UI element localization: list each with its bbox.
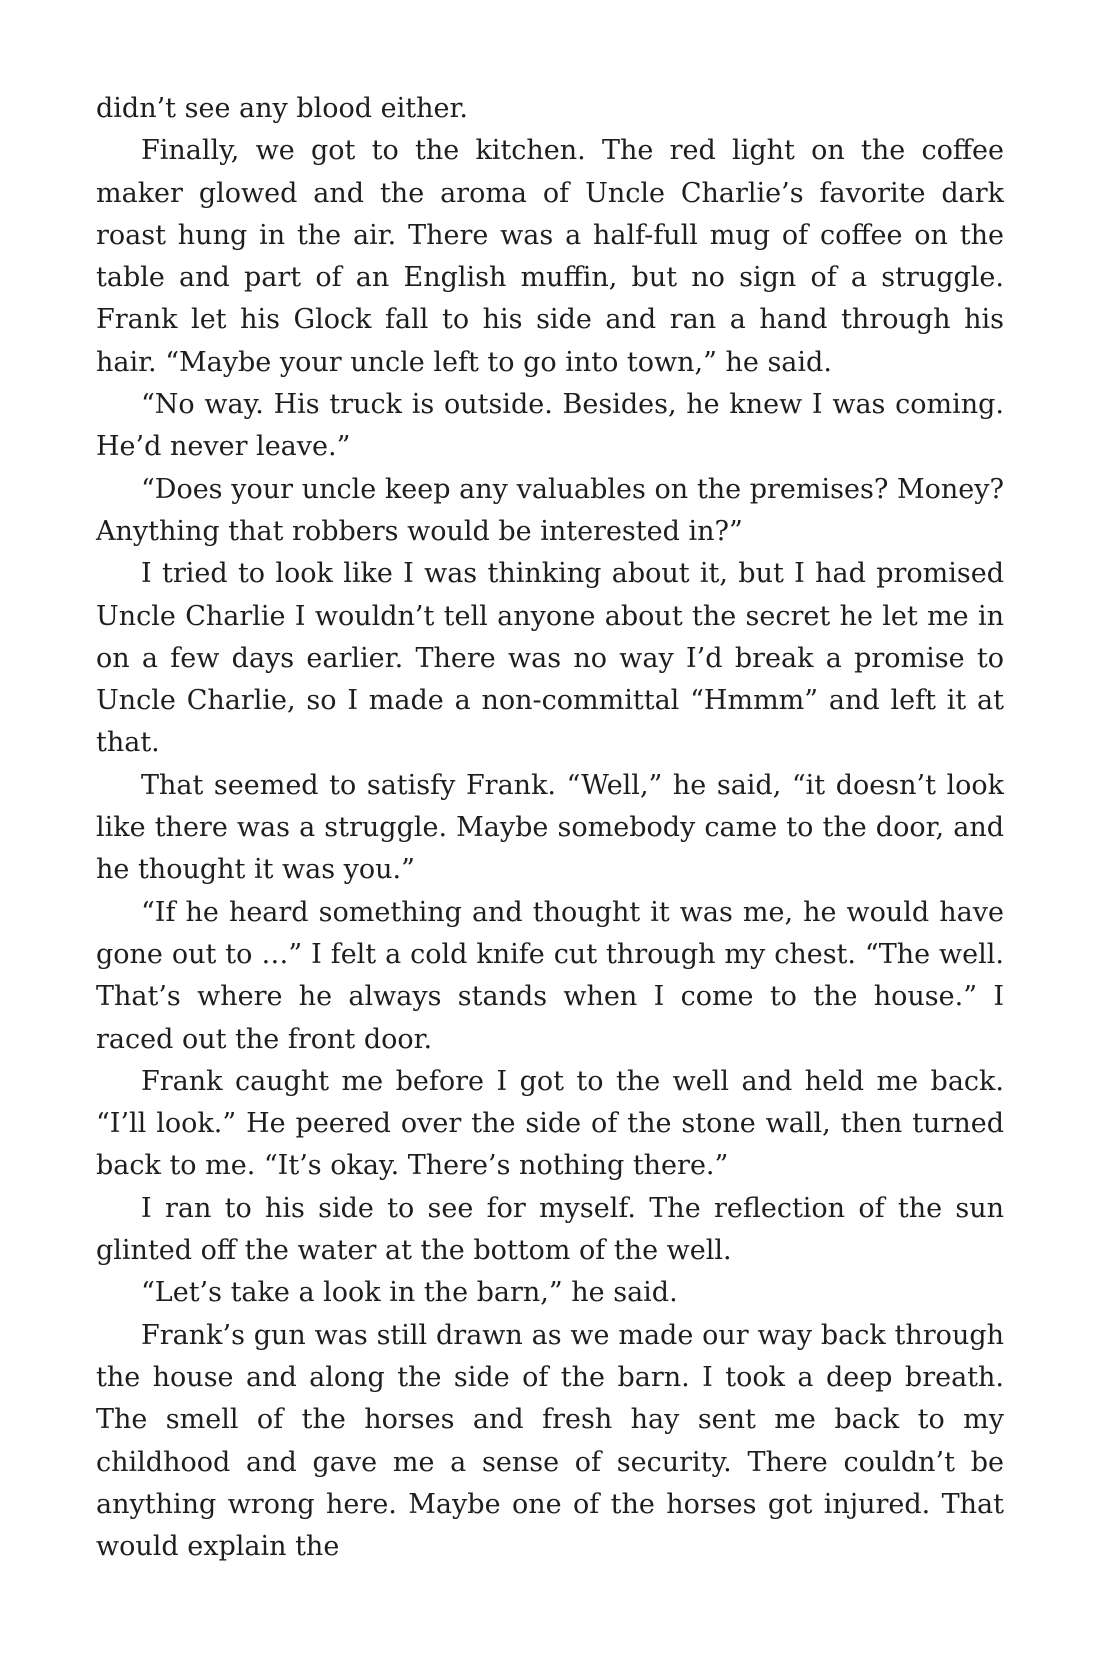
paragraph-kitchen: Finally, we got to the kitchen. The red light on the coffee maker glowed and the aroma of Uncle Charlie’s favorite dark roast hung in the air. There was a half-full mug of coffee on the table and part of an English muffin, but no sign of a struggle. Frank let his Glock fall to his side and ran a hand through his hair. “Maybe your uncle left to go into town,” he said. — [96, 135, 1004, 378]
paragraph-valuables: “Does your uncle keep any valuables on the premises? Money? Anything that robbers would be interested in?” — [96, 473, 1004, 547]
paragraph-secret: I tried to look like I was thinking about it, but I had promised Uncle Charlie I wouldn’t tell anyone about the secret he let me in on a few days earlier. There was no way I’d break a promise to Uncle Charlie, so I made a non-committal “Hmmm” and left it at that. — [96, 558, 1004, 759]
paragraph-continuation: didn’t see any blood either. — [96, 93, 468, 124]
paragraph-barn: “Let’s take a look in the barn,” he said. — [141, 1277, 678, 1309]
paragraph-look: Frank caught me before I got to the well and held me back. “I’ll look.” He peered over the side of the stone wall, then turned back to me. “It’s okay. There’s nothing there.” — [96, 1065, 1004, 1182]
paragraph-truck: “No way. His truck is outside. Besides, he knew I was coming. He’d never leave.” — [96, 389, 1004, 463]
paragraph-horses: Frank’s gun was still drawn as we made our way back through the house and along the side of the barn. I took a deep breath. The smell of the horses and fresh hay sent me back to my childhood and gave me a sense of security. There couldn’t be anything wrong here. Maybe one of the horses got injured. That would explain the — [96, 1319, 1004, 1563]
paragraph-reflection: I ran to his side to see for myself. The reflection of the sun glinted off the water at the bottom of the well. — [96, 1192, 1004, 1267]
paragraph-well: “If he heard something and thought it was me, he would have gone out to …” I felt a cold knife cut through my chest. “The well. That’s where he always stands when I come to the house.” I raced out the front door. — [96, 896, 1004, 1055]
book-page — [96, 88, 1004, 1568]
paragraph-struggle: That seemed to satisfy Frank. “Well,” he said, “it doesn’t look like there was a struggle. Maybe somebody came to the door, and he thought it was you.” — [96, 769, 1004, 886]
